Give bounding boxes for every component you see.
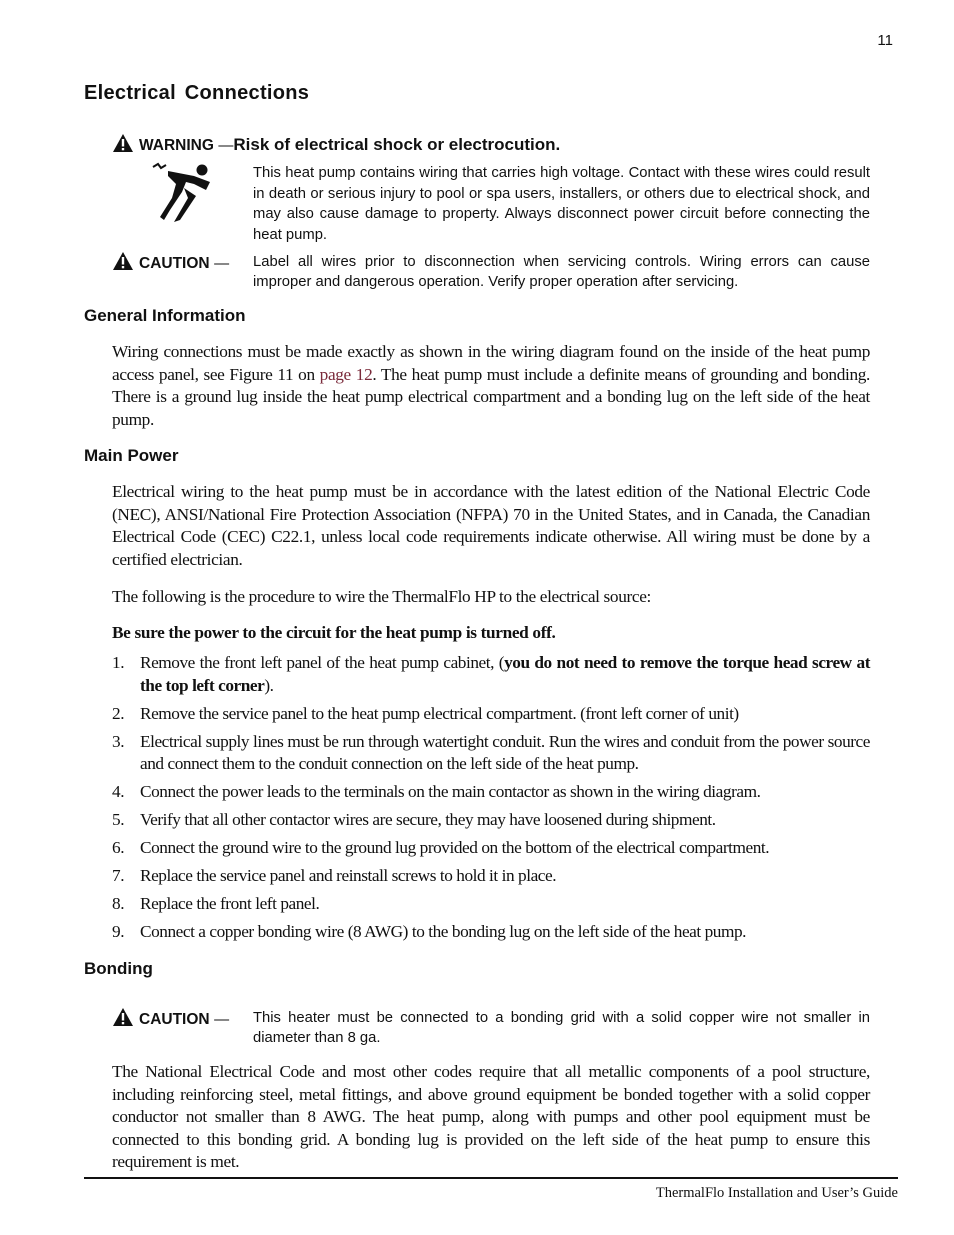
footer-divider (84, 1177, 898, 1179)
caution-label: CAUTION (139, 255, 210, 272)
general-information-heading: General Information (84, 306, 246, 325)
footer-title: ThermalFlo Installation and User’s Guide (655, 1185, 898, 1201)
bonding-caution-callout (113, 1008, 229, 1029)
caution-triangle-icon (113, 1008, 133, 1026)
procedure-steps (112, 652, 870, 949)
list-item: 6. Connect the ground wire to the ground lug provided on the bottom of the electrical compartment. (112, 838, 770, 857)
page-12-link[interactable]: page 12 (319, 364, 373, 384)
general-information-paragraph: Wiring connections must be made exactly as shown in the wiring diagram found on the inside of the heat pump access panel, see Figure 11 on page 12. The heat pump must include a definite means of grounding and bonding. There is a ground lug inside the heat pump electrical compartment and a bonding lug on the left side of the heat pump. (112, 342, 870, 429)
warning-label: WARNING (139, 137, 214, 154)
procedure-intro: The following is the procedure to wire the ThermalFlo HP to the electrical source: (112, 587, 652, 606)
page-number: 11 (877, 32, 893, 49)
list-item: 4. Connect the power leads to the terminals on the main contactor as shown in the wiring diagram. (112, 782, 761, 801)
warning-heading: Risk of electrical shock or electrocution. (233, 135, 561, 154)
caution-dash: — (214, 1011, 230, 1028)
list-item: 5. Verify that all other contactor wires are secure, they may have loosened during shipment. (112, 810, 716, 829)
warning-text: This heat pump contains wiring that carries high voltage. Contact with these wires could result in death or serious injury to pool or spa users, installers, or others due to electrical shock, and may also cause damage to property. Always disconnect power circuit before connecting the heat pump. (253, 165, 870, 243)
caution-dash: — (214, 255, 230, 272)
caution-text: Label all wires prior to disconnection when servicing controls. Wiring errors can cause improper and dangerous operation. Verify proper operation after servicing. (253, 254, 870, 290)
bonding-heading: Bonding (84, 959, 153, 978)
caution-label: CAUTION (139, 1011, 210, 1028)
bonding-caution-text: This heater must be connected to a bonding grid with a solid copper wire not smaller in diameter than 8 ga. (253, 1010, 870, 1046)
list-item: 1. Remove the front left panel of the heat pump cabinet, (you do not need to remove the torque head screw at the top left corner). (112, 653, 870, 695)
bonding-paragraph: The National Electrical Code and most other codes require that all metallic components of a pool structure, including reinforcing steel, metal fittings, and above ground equipment be bonded together with a solid copper conductor not smaller than 8 AWG. The heat pump, along with pumps and other pool equipment must be connected to this bonding grid. A bonding lug is provided on the left side of the heat pump to ensure this requirement is met. (112, 1062, 870, 1171)
warning-triangle-icon (113, 134, 133, 152)
main-power-paragraph: Electrical wiring to the heat pump must be in accordance with the latest edition of the National Electric Code (NEC), ANSI/National Fire Protection Association (NFPA) 70 in the United States, and in Canada, the Canadian Electrical Code (CEC) C22.1, unless local code requirements indicate otherwise. All wiring must be done by a certified electrician. (112, 482, 870, 569)
main-power-heading: Main Power (84, 446, 179, 465)
list-item: 7. Replace the service panel and reinstall screws to hold it in place. (112, 866, 557, 885)
list-item: 2. Remove the service panel to the heat pump electrical compartment. (front left corner of unit) (112, 703, 739, 723)
list-item: 8. Replace the front left panel. (112, 894, 320, 913)
caution-callout (113, 252, 229, 273)
section-title: Electrical Connections (84, 82, 310, 104)
warning-callout (113, 134, 560, 155)
power-off-note: Be sure the power to the circuit for the heat pump is turned off. (112, 623, 556, 642)
list-item: 3. Electrical supply lines must be run through watertight conduit. Run the wires and conduit from the power source and connect them to the conduit connection on the left side of the heat pump. (112, 731, 870, 773)
list-item: 9. Connect a copper bonding wire (8 AWG) to the bonding lug on the left side of the heat pump. (112, 922, 747, 941)
electric-shock-icon (150, 162, 218, 226)
warning-dash: — (218, 137, 234, 154)
caution-triangle-icon (113, 252, 133, 270)
